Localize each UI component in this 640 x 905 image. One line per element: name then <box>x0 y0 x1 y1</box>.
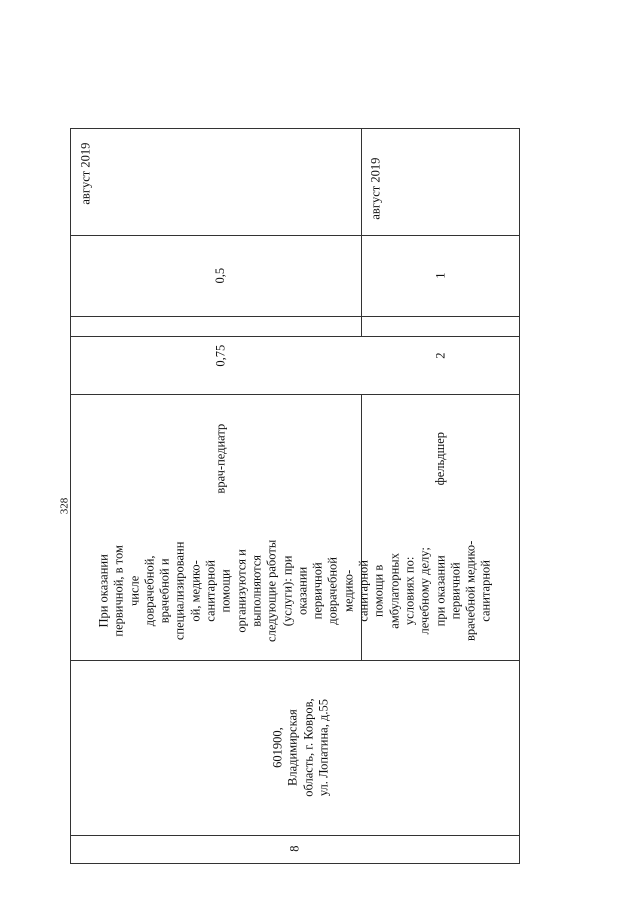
services-line: специализированн <box>172 541 187 641</box>
services-line: организуются и <box>233 549 248 633</box>
address-text <box>270 698 331 796</box>
value-a-text: 0,75 <box>213 345 228 367</box>
services-line: врачебной и <box>157 558 172 624</box>
position-cell <box>201 395 241 522</box>
address-cell <box>251 660 351 835</box>
date-cell <box>71 134 101 214</box>
services-line: при оказании <box>432 555 447 627</box>
services-line: оказании <box>295 566 309 616</box>
value-b-cell <box>201 236 241 316</box>
services-line: лечебному делу; <box>417 547 432 635</box>
value-a-cell <box>201 317 241 395</box>
services-line: первичной <box>310 562 325 620</box>
services-line: врачебной медико- <box>463 540 478 642</box>
services-line: выполняются <box>249 555 264 627</box>
date-text: август 2019 <box>368 158 383 220</box>
services-text <box>96 540 494 642</box>
position-cell <box>421 395 461 522</box>
services-line: доврачебной, <box>142 555 157 627</box>
services-line: санитарной <box>203 560 218 622</box>
date-cell <box>361 149 391 229</box>
address-line: 601900, <box>270 727 285 768</box>
services-line: помощи в <box>371 564 386 618</box>
value-b-cell <box>421 236 461 316</box>
address-line: Владимирская <box>285 709 300 786</box>
position-text: фельдшер <box>433 431 448 486</box>
services-cell <box>71 522 519 660</box>
services-line: санитарной <box>356 560 371 622</box>
services-line: При оказании <box>96 554 111 628</box>
services-line: первичной, в том <box>111 545 126 637</box>
address-line: ул. Лопатина, д.55 <box>316 698 331 797</box>
services-line: ой, медико- <box>187 560 202 622</box>
services-line: медико- <box>340 569 355 613</box>
position-text: врач-педиатр <box>213 423 228 494</box>
services-line: амбулаторных <box>386 553 401 629</box>
services-line: (услуги): при <box>279 555 294 627</box>
services-line: первичной <box>447 562 462 620</box>
services-line: следующие работы <box>264 539 279 643</box>
value-b-text: 0,5 <box>213 268 228 284</box>
value-a-text: 2 <box>433 352 448 360</box>
staff-table <box>70 128 520 864</box>
services-line: помощи <box>218 569 233 613</box>
row-index: 8 <box>287 845 302 853</box>
services-line: доврачебной <box>325 557 340 625</box>
value-b-text: 1 <box>433 272 448 280</box>
address-line: область, г. Ковров, <box>300 698 315 797</box>
services-line: условиях по: <box>402 556 417 626</box>
services-line: санитарной <box>478 560 493 622</box>
date-text: август 2019 <box>78 143 93 205</box>
services-line: числе <box>126 575 141 607</box>
page-number-text: 328 <box>58 497 70 515</box>
row-index-cell <box>71 835 519 863</box>
value-a-cell <box>421 317 461 395</box>
